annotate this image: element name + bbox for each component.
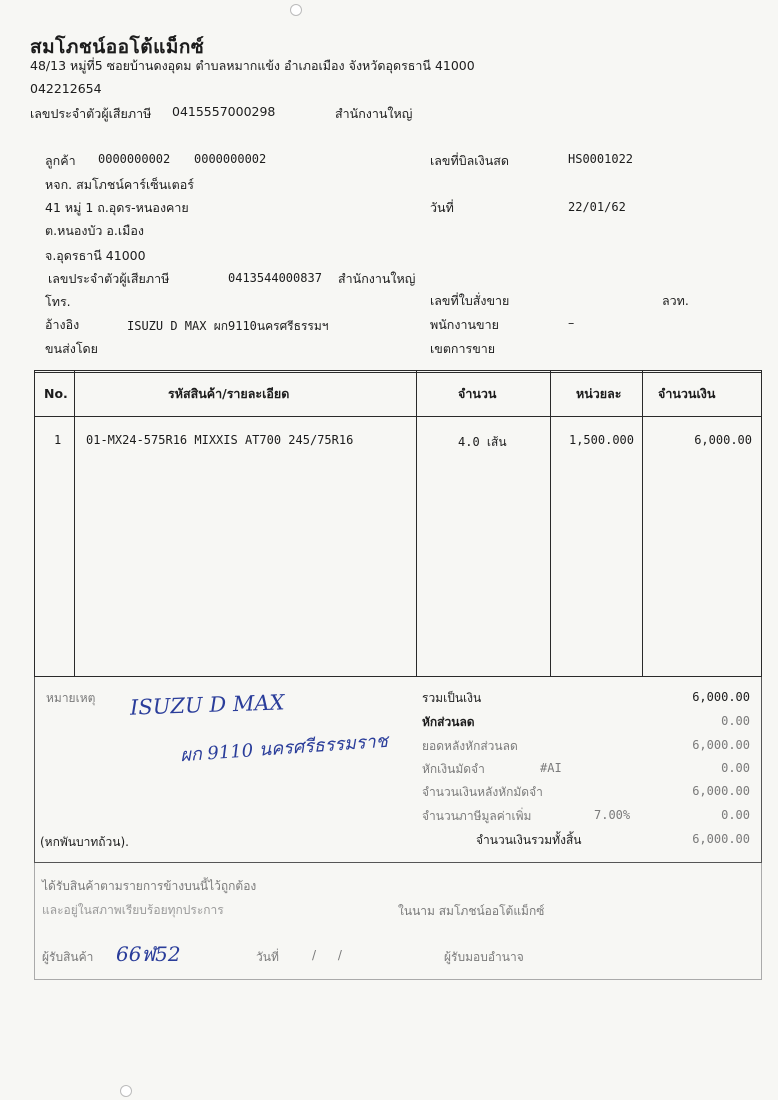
receiver-signature: 66ฬ52: [116, 942, 181, 966]
vat-value: 0.00: [721, 808, 750, 822]
remark-handwriting-1: ISUZU D MAX: [129, 690, 285, 720]
salesperson: –: [568, 315, 575, 330]
vat-label: จำนวนภาษีมูลค่าเพิ่ม: [422, 809, 532, 823]
row-amount: 6,000.00: [694, 433, 752, 447]
row-description: 01-MX24-575R16 MIXXIS AT700 245/75R16: [86, 433, 354, 447]
remark-label: หมายเหตุ: [46, 691, 96, 705]
customer-label: ลูกค้า: [45, 153, 76, 168]
order-suffix: ลวท.: [662, 293, 689, 308]
grand-total-label: จำนวนเงินรวมทั้งสิ้น: [476, 833, 582, 847]
after-deposit-label: จำนวนเงินหลังหักมัดจำ: [422, 785, 543, 799]
row-quantity: 4.0 เส้น: [458, 435, 507, 449]
header-unit-price: หน่วยละ: [576, 386, 622, 401]
row-unit-price: 1,500.000: [568, 433, 634, 447]
vat-rate: 7.00%: [594, 808, 631, 822]
on-behalf-of: ในนาม สมโภชน์ออโต้แม็กซ์: [398, 904, 545, 918]
header-amount: จำนวนเงิน: [658, 386, 716, 401]
header-quantity: จำนวน: [458, 386, 497, 401]
header-description: รหัสสินค้า/รายละเอียด: [168, 386, 290, 401]
customer-address-2: ต.หนองบัว อ.เมือง: [45, 223, 145, 238]
company-phone: 042212654: [30, 81, 102, 96]
customer-reference: ISUZU D MAX ผก9110นครศรีธรรมฯ: [127, 319, 329, 333]
customer-address-3: จ.อุดรธานี 41000: [45, 248, 146, 263]
discount-value: 0.00: [721, 714, 750, 728]
customer-shipping-label: ขนส่งโดย: [45, 341, 98, 356]
company-address: 48/13 หมู่ที่5 ซอยบ้านดงอุดม ตำบลหมากแข้ง อำเภอเมือง จังหวัดอุดรธานี 41000: [30, 58, 475, 73]
company-branch: สำนักงานใหญ่: [335, 106, 413, 121]
customer-phone-label: โทร.: [45, 294, 71, 309]
deposit-code: #AI: [540, 761, 562, 775]
company-tax-id-label: เลขประจำตัวผู้เสียภาษี: [30, 106, 152, 121]
customer-tax-id-label: เลขประจำตัวผู้เสียภาษี: [48, 271, 170, 286]
company-tax-id: 0415557000298: [172, 104, 276, 119]
grand-total-value: 6,000.00: [692, 832, 750, 846]
authorized-person-label: ผู้รับมอบอำนาจ: [444, 950, 524, 964]
punch-hole: [120, 1085, 132, 1097]
received-statement-1: ได้รับสินค้าตามรายการข้างบนนี้ไว้ถูกต้อง: [42, 879, 257, 893]
deposit-label: หักเงินมัดจำ: [422, 762, 485, 776]
bill-no-label: เลขที่บิลเงินสด: [430, 153, 509, 168]
bill-no: HS0001022: [568, 152, 634, 166]
receiver-label: ผู้รับสินค้า: [42, 950, 94, 964]
customer-reference-label: อ้างอิง: [45, 317, 80, 332]
footer-date-blank: / /: [312, 948, 342, 962]
doc-date: 22/01/62: [568, 200, 626, 214]
after-discount-label: ยอดหลังหักส่วนลด: [422, 739, 518, 753]
remark-handwriting-2: ผก 9110 นครศรีธรรมราช: [179, 730, 389, 767]
received-statement-2: และอยู่ในสภาพเรียบร้อยทุกประการ: [42, 903, 224, 917]
customer-address-1: 41 หมู่ 1 ถ.อุดร-หนองคาย: [45, 200, 189, 215]
amount-in-words: (หกพันบาทถ้วน).: [40, 835, 129, 849]
subtotal-value: 6,000.00: [692, 690, 750, 704]
deposit-value: 0.00: [721, 761, 750, 775]
after-deposit-value: 6,000.00: [692, 784, 750, 798]
header-no: No.: [44, 386, 68, 401]
sales-area-label: เขตการขาย: [430, 341, 496, 356]
customer-code-1: 0000000002: [98, 152, 171, 166]
footer-date-label: วันที่: [256, 950, 279, 964]
customer-branch: สำนักงานใหญ่: [338, 271, 416, 286]
customer-code-2: 0000000002: [194, 152, 267, 166]
discount-label: หักส่วนลด: [422, 715, 475, 729]
row-no: 1: [54, 433, 62, 447]
customer-name: หจก. สมโภชน์คาร์เซ็นเตอร์: [45, 177, 194, 192]
doc-date-label: วันที่: [430, 200, 454, 215]
salesperson-label: พนักงานขาย: [430, 317, 499, 332]
subtotal-label: รวมเป็นเงิน: [422, 691, 482, 705]
after-discount-value: 6,000.00: [692, 738, 750, 752]
punch-hole: [290, 4, 302, 16]
order-no-label: เลขที่ใบสั่งขาย: [430, 293, 510, 308]
company-name: สมโภชน์ออโต้แม็กซ์: [30, 36, 205, 58]
customer-tax-id: 0413544000837: [228, 271, 322, 285]
